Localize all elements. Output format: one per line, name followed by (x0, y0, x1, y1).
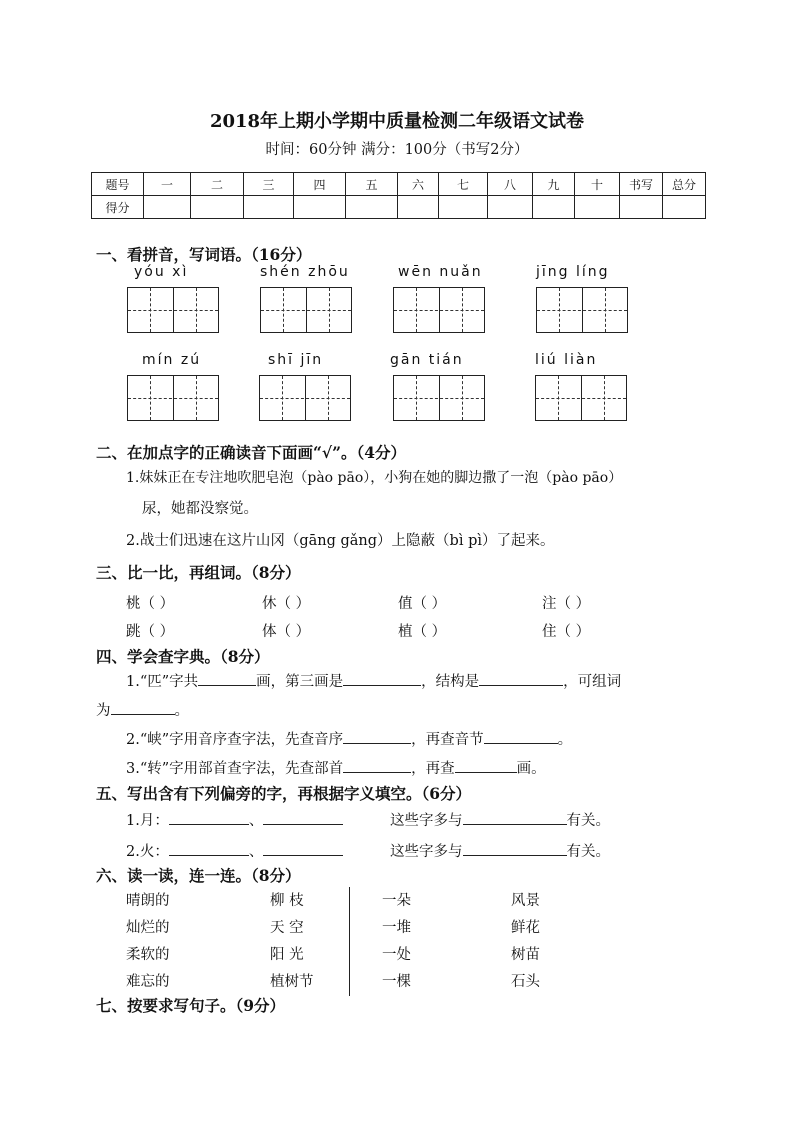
writing-grid[interactable] (259, 375, 351, 421)
match-item[interactable]: 一棵 (382, 974, 411, 990)
q4-heading: 四、学会查字典。（8分） (96, 647, 270, 666)
writing-grid[interactable] (393, 375, 485, 421)
match-item[interactable]: 柳 枝 (270, 893, 304, 909)
answer-blank[interactable] (343, 729, 411, 744)
table-cell: 五 (346, 173, 398, 196)
match-item[interactable]: 阳 光 (270, 947, 304, 963)
pinyin-label: shī jīn (268, 352, 324, 368)
answer-blank[interactable] (463, 810, 567, 825)
compare-item[interactable]: 注（ ） (542, 596, 591, 612)
compare-item[interactable]: 跳（ ） (126, 624, 175, 640)
writing-grid[interactable] (260, 287, 352, 333)
q5-text: 这些字多与 (390, 813, 463, 829)
match-item[interactable]: 风景 (511, 893, 540, 909)
writing-grid[interactable] (535, 375, 627, 421)
page-title: 2018年上期小学期中质量检测二年级语文试卷 (209, 111, 585, 132)
q5-text: 有关。 (566, 813, 610, 829)
pinyin-label: wēn nuǎn (398, 264, 483, 280)
q5-text: 、 (248, 844, 264, 860)
score-table-score-row (92, 196, 706, 219)
writing-grid[interactable] (536, 287, 628, 333)
table-cell: 得分 (92, 196, 144, 219)
answer-blank[interactable] (343, 671, 421, 686)
writing-grid[interactable] (393, 287, 485, 333)
q4-text: 1.“匹”字共 (126, 674, 199, 690)
score-input-cell[interactable] (620, 196, 663, 219)
match-item[interactable]: 柔软的 (126, 947, 170, 963)
table-cell: 四 (294, 173, 346, 196)
score-input-cell[interactable] (488, 196, 533, 219)
q5-text: 1.月： (126, 813, 169, 829)
table-cell: 总分 (663, 173, 706, 196)
q5-text: 这些字多与 (390, 844, 463, 860)
table-cell: 七 (439, 173, 488, 196)
table-cell: 十 (575, 173, 620, 196)
score-input-cell[interactable] (663, 196, 706, 219)
match-item[interactable]: 晴朗的 (126, 893, 170, 909)
answer-blank[interactable] (169, 810, 249, 825)
pinyin-label: liú liàn (535, 352, 598, 368)
table-cell: 一 (144, 173, 191, 196)
q4-line1 (126, 670, 621, 691)
compare-item[interactable]: 桃（ ） (126, 596, 175, 612)
pinyin-label: shén zhōu (260, 264, 350, 280)
match-item[interactable]: 灿烂的 (126, 920, 170, 936)
q4-text: 画，第三画是 (256, 674, 344, 690)
q5-line1 (126, 809, 343, 830)
answer-blank[interactable] (169, 841, 249, 856)
match-item[interactable]: 难忘的 (126, 974, 170, 990)
answer-blank[interactable] (343, 758, 411, 773)
q4-text: ，结构是 (421, 674, 480, 690)
score-input-cell[interactable] (244, 196, 294, 219)
q2-heading: 二、在加点字的正确读音下面画“√”。（4分） (96, 443, 407, 462)
q4-line2 (126, 728, 572, 749)
compare-item[interactable]: 体（ ） (262, 624, 311, 640)
score-table (91, 172, 706, 219)
match-item[interactable]: 植树节 (270, 974, 314, 990)
score-input-cell[interactable] (533, 196, 575, 219)
q2-line1-cont: 尿，她都没察觉。 (142, 501, 258, 517)
table-cell: 二 (191, 173, 244, 196)
q2-line1: 1.妹妹正在专注地吹肥皂泡（pào pāo），小狗在她的脚边撒了一泡（pào pāo） (126, 470, 623, 486)
table-cell: 书写 (620, 173, 663, 196)
q5-heading: 五、写出含有下列偏旁的字，再根据字义填空。（6分） (96, 784, 472, 803)
q4-text: ，再查音节 (411, 732, 484, 748)
score-input-cell[interactable] (144, 196, 191, 219)
answer-blank[interactable] (455, 758, 517, 773)
q5-text: 2.火： (126, 844, 169, 860)
match-item[interactable]: 鲜花 (511, 920, 540, 936)
answer-blank[interactable] (479, 671, 563, 686)
match-item[interactable]: 一朵 (382, 893, 411, 909)
answer-blank[interactable] (263, 841, 343, 856)
score-table-header-row (92, 173, 706, 196)
score-input-cell[interactable] (575, 196, 620, 219)
answer-blank[interactable] (111, 700, 175, 715)
q4-text: 。 (174, 703, 189, 719)
q4-text: 画。 (516, 761, 546, 777)
q4-text: ，可组词 (563, 674, 622, 690)
q5-text: 有关。 (566, 844, 610, 860)
pinyin-label: jīng líng (536, 264, 610, 280)
compare-item[interactable]: 植（ ） (398, 624, 447, 640)
answer-blank[interactable] (463, 841, 567, 856)
q5-line2-right (390, 840, 610, 861)
answer-blank[interactable] (198, 671, 256, 686)
column-divider (349, 887, 350, 996)
q5-line2 (126, 840, 343, 861)
q6-heading: 六、读一读，连一连。（8分） (96, 866, 301, 885)
score-input-cell[interactable] (439, 196, 488, 219)
match-item[interactable]: 一堆 (382, 920, 411, 936)
table-cell: 八 (488, 173, 533, 196)
score-input-cell[interactable] (191, 196, 244, 219)
match-item[interactable]: 树苗 (511, 947, 540, 963)
compare-item[interactable]: 休（ ） (262, 596, 311, 612)
pinyin-label: mín zú (142, 352, 202, 368)
table-cell: 题号 (92, 173, 144, 196)
table-cell: 三 (244, 173, 294, 196)
q5-line1-right (390, 809, 610, 830)
q5-text: 、 (248, 813, 264, 829)
q4-text: 。 (557, 732, 573, 748)
q4-text: 为 (96, 703, 111, 719)
answer-blank[interactable] (484, 729, 558, 744)
match-item[interactable]: 天 空 (270, 920, 304, 936)
q7-heading: 七、按要求写句子。（9分） (96, 996, 286, 1015)
score-input-cell[interactable] (346, 196, 398, 219)
table-cell: 六 (398, 173, 439, 196)
compare-item[interactable]: 住（ ） (542, 624, 591, 640)
writing-grid[interactable] (127, 375, 219, 421)
q4-line1-cont (96, 699, 189, 720)
pinyin-label: gān tián (390, 352, 464, 368)
q4-line3 (126, 757, 546, 778)
match-item[interactable]: 一处 (382, 947, 411, 963)
table-cell: 九 (533, 173, 575, 196)
score-input-cell[interactable] (398, 196, 439, 219)
match-item[interactable]: 石头 (511, 974, 540, 990)
q4-text: ，再查 (411, 761, 455, 777)
q2-line2: 2.战士们迅速在这片山冈（gāng gǎng）上隐蔽（bì pì）了起来。 (126, 533, 555, 549)
q4-text: 2.“峡”字用音序查字法，先查音序 (126, 732, 344, 748)
compare-item[interactable]: 值（ ） (398, 596, 447, 612)
q3-heading: 三、比一比，再组词。（8分） (96, 563, 301, 582)
pinyin-label: yóu xì (134, 264, 189, 280)
page-subtitle: 时间：60分钟 满分：100分（书写2分） (265, 142, 529, 158)
q1-heading: 一、看拼音，写词语。（16分） (96, 245, 312, 264)
score-input-cell[interactable] (294, 196, 346, 219)
q4-text: 3.“转”字用部首查字法，先查部首 (126, 761, 344, 777)
answer-blank[interactable] (263, 810, 343, 825)
writing-grid[interactable] (127, 287, 219, 333)
